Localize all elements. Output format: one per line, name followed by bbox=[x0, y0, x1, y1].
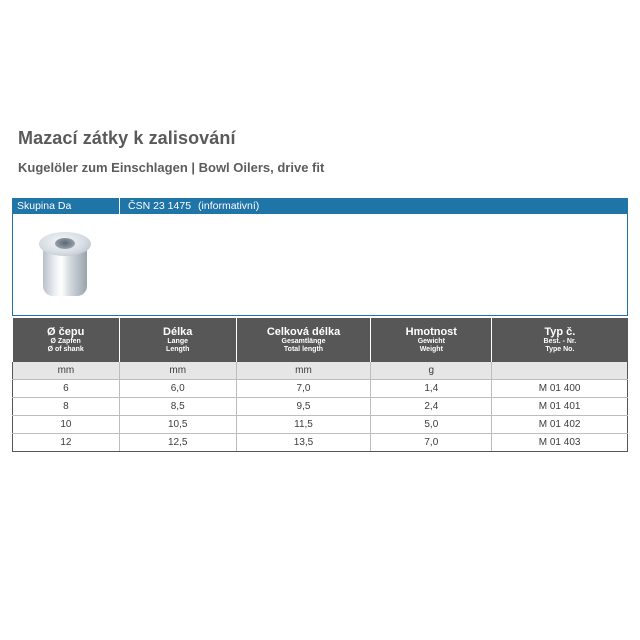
table-row bbox=[13, 433, 628, 451]
cell-weight: 5,0 bbox=[371, 415, 492, 433]
unit-cell: mm bbox=[13, 362, 120, 379]
standard-info bbox=[120, 198, 259, 214]
cell-weight: 2,4 bbox=[371, 397, 492, 415]
cell-total-length: 13,5 bbox=[236, 433, 371, 451]
table-row bbox=[13, 397, 628, 415]
cell-total-length: 7,0 bbox=[236, 379, 371, 397]
col-header-shank: Ø čepu Ø Zapfen Ø of shank bbox=[13, 318, 120, 362]
bowl-oiler-image bbox=[35, 226, 97, 298]
col-header-type-no: Typ č. Best. - Nr. Type No. bbox=[492, 318, 628, 362]
group-bar bbox=[12, 198, 628, 214]
col-header-weight: Hmotnost Gewicht Weight bbox=[371, 318, 492, 362]
col-header-length: Délka Lange Length bbox=[119, 318, 236, 362]
table-row bbox=[13, 379, 628, 397]
cell-length: 6,0 bbox=[119, 379, 236, 397]
standard-number: ČSN 23 1475 bbox=[128, 200, 192, 212]
cell-type-no: M 01 402 bbox=[492, 415, 628, 433]
unit-cell: g bbox=[371, 362, 492, 379]
col-header-total-length: Celková délka Gesamtlänge Total length bbox=[236, 318, 371, 362]
cell-shank: 8 bbox=[13, 397, 120, 415]
cell-shank: 6 bbox=[13, 379, 120, 397]
cell-total-length: 9,5 bbox=[236, 397, 371, 415]
spec-table bbox=[12, 318, 628, 452]
cell-weight: 1,4 bbox=[371, 379, 492, 397]
table-header-row bbox=[13, 318, 628, 362]
product-panel bbox=[12, 214, 628, 316]
cell-total-length: 11,5 bbox=[236, 415, 371, 433]
cell-shank: 12 bbox=[13, 433, 120, 451]
unit-cell bbox=[492, 362, 628, 379]
cell-type-no: M 01 403 bbox=[492, 433, 628, 451]
table-row bbox=[13, 415, 628, 433]
cell-length: 8,5 bbox=[119, 397, 236, 415]
cell-shank: 10 bbox=[13, 415, 120, 433]
cell-length: 12,5 bbox=[119, 433, 236, 451]
standard-note: (informativní) bbox=[198, 200, 260, 212]
page-title: Mazací zátky k zalisování bbox=[18, 128, 236, 148]
cell-type-no: M 01 400 bbox=[492, 379, 628, 397]
product-sheet bbox=[12, 198, 628, 458]
cell-type-no: M 01 401 bbox=[492, 397, 628, 415]
unit-cell: mm bbox=[119, 362, 236, 379]
units-row bbox=[13, 362, 628, 379]
cell-weight: 7,0 bbox=[371, 433, 492, 451]
page-subtitle: Kugelöler zum Einschlagen | Bowl Oilers, drive fit bbox=[18, 160, 325, 175]
group-label: Skupina Da bbox=[12, 198, 120, 214]
unit-cell: mm bbox=[236, 362, 371, 379]
cell-length: 10,5 bbox=[119, 415, 236, 433]
